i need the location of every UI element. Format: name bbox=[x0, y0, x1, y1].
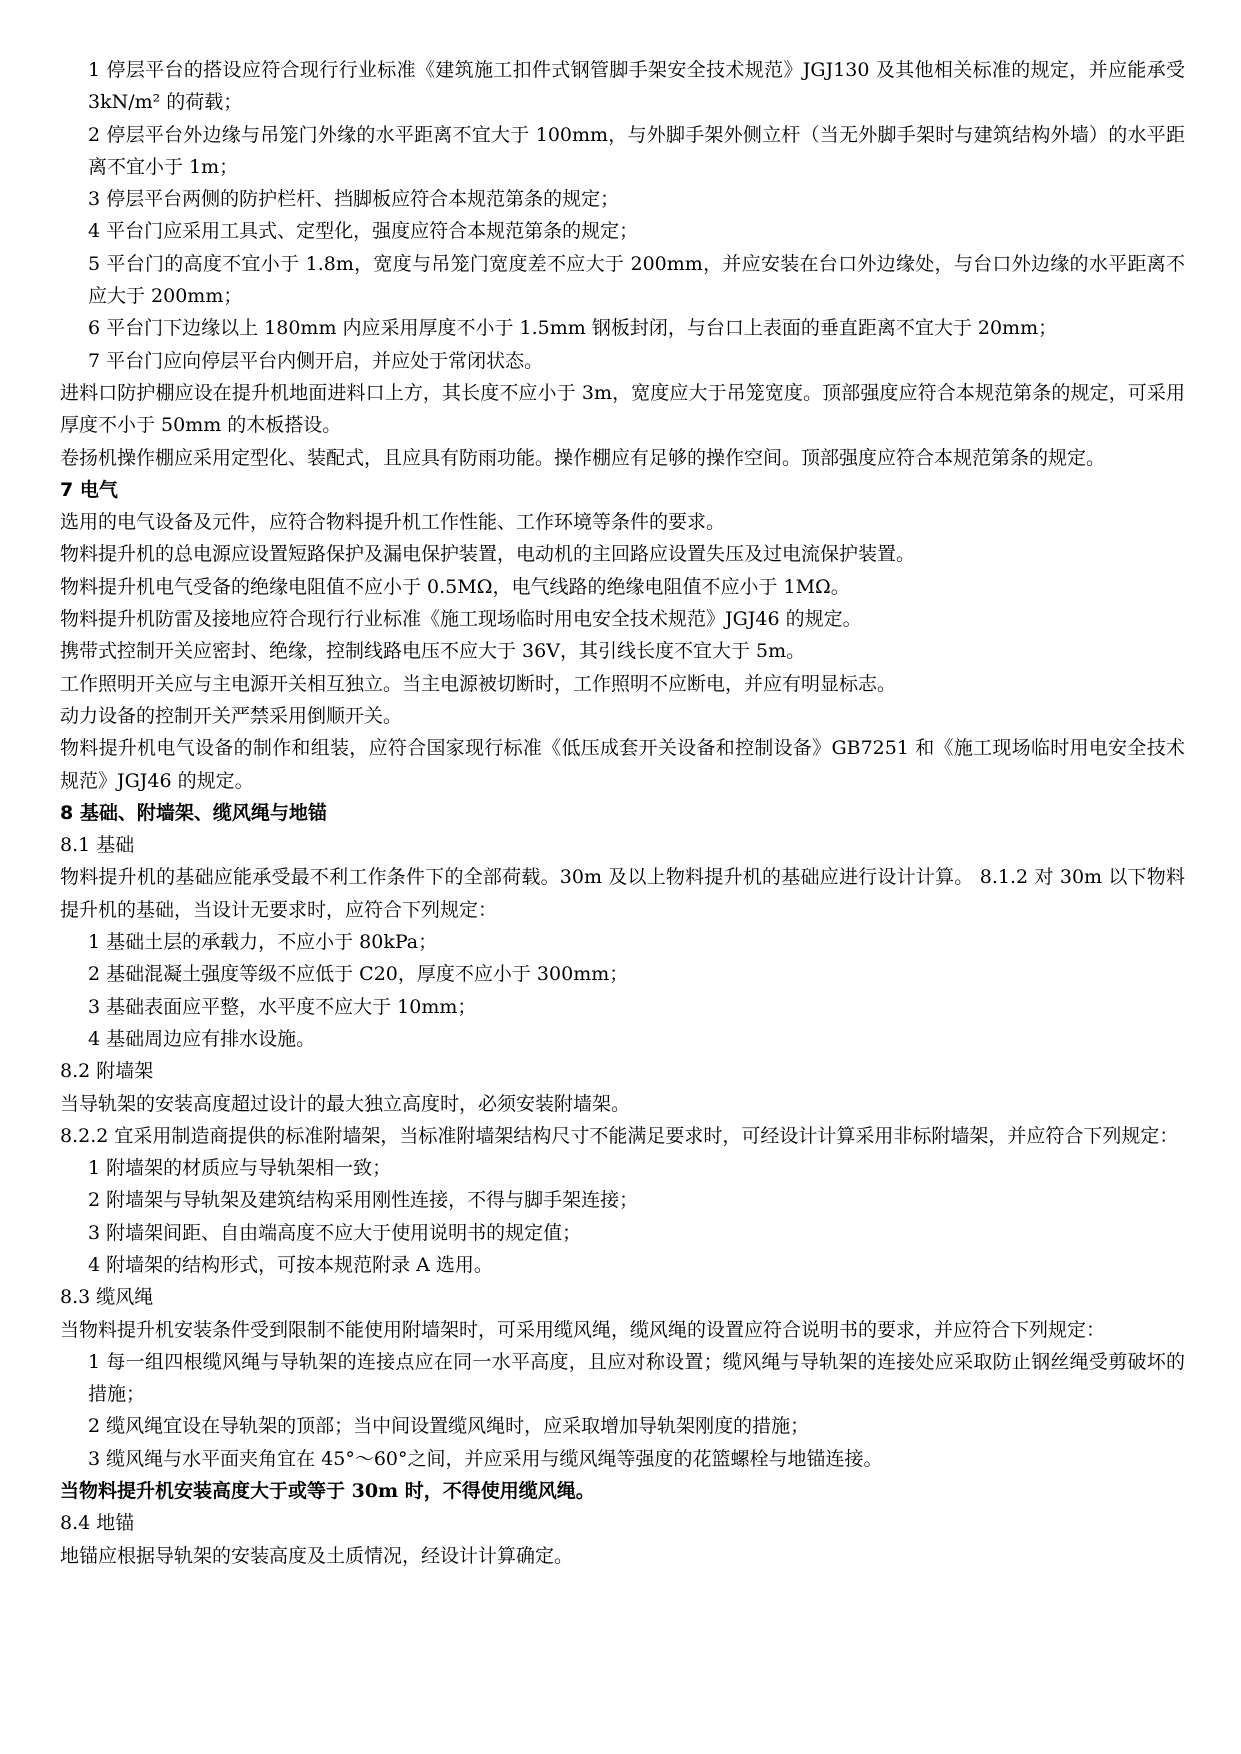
clause-wall-tie-4: 4 附墙架的结构形式，可按本规范附录 A 选用。 bbox=[88, 1253, 493, 1276]
paragraph-electrical-4: 物料提升机防雷及接地应符合现行行业标准《施工现场临时用电安全技术规范》JGJ46 的规定。 bbox=[60, 608, 862, 631]
subsection-heading-8-4: 8.4 地锚 bbox=[60, 1512, 135, 1535]
clause-platform-5: 5 平台门的高度不宜小于 1.8m，宽度与吊笼门宽度差不应大于 200mm，并应安装在台口外边缘处，与台口外边缘的水平距离不应大于 200mm； bbox=[88, 252, 1185, 308]
subsection-heading-8-2: 8.2 附墙架 bbox=[60, 1060, 154, 1083]
section-heading-electrical: 7 电气 bbox=[60, 478, 118, 501]
clause-wall-tie-2: 2 附墙架与导轨架及建筑结构采用刚性连接，不得与脚手架连接； bbox=[88, 1189, 639, 1212]
clause-platform-7: 7 平台门应向停层平台内侧开启，并应处于常闭状态。 bbox=[88, 349, 544, 372]
subsection-heading-8-1: 8.1 基础 bbox=[60, 834, 135, 857]
paragraph-electrical-3: 物料提升机电气受备的绝缘电阻值不应小于 0.5MΩ，电气线路的绝缘电阻值不应小于 1MΩ。 bbox=[60, 575, 850, 598]
clause-platform-4: 4 平台门应采用工具式、定型化，强度应符合本规范第条的规定； bbox=[88, 220, 639, 243]
clause-guy-rope-2: 2 缆风绳宜设在导轨架的顶部；当中间设置缆风绳时，应采取增加导轨架刚度的措施； bbox=[88, 1415, 810, 1438]
paragraph-winch-shed: 卷扬机操作棚应采用定型化、装配式，且应具有防雨功能。操作棚应有足够的操作空间。顶部强度应符合本规范第条的规定。 bbox=[60, 446, 1106, 469]
paragraph-electrical-5: 携带式控制开关应密封、绝缘，控制线路电压不应大于 36V，其引线长度不宜大于 5m。 bbox=[60, 640, 806, 663]
paragraph-wall-tie-2: 8.2.2 宜采用制造商提供的标准附墙架，当标准附墙架结构尺寸不能满足要求时，可经设计计算采用非标附墙架，并应符合下列规定： bbox=[60, 1124, 1179, 1147]
paragraph-ground-anchor: 地锚应根据导轨架的安装高度及土质情况，经设计计算确定。 bbox=[60, 1544, 574, 1567]
clause-platform-3: 3 停层平台两侧的防护栏杆、挡脚板应符合本规范第条的规定； bbox=[88, 188, 620, 211]
clause-platform-2: 2 停层平台外边缘与吊笼门外缘的水平距离不宜大于 100mm，与外脚手架外侧立杆（当无外脚手架时与建筑结构外墙）的水平距离不宜小于 1m； bbox=[88, 123, 1185, 178]
clause-guy-rope-1: 1 每一组四根缆风绳与导轨架的连接点应在同一水平高度，且应对称设置；缆风绳与导轨架的连接处应采取防止钢丝绳受剪破坏的措施； bbox=[88, 1350, 1185, 1406]
paragraph-guy-rope-restriction: 当物料提升机安装高度大于或等于 30m 时，不得使用缆风绳。 bbox=[60, 1480, 595, 1503]
paragraph-electrical-7: 动力设备的控制开关严禁采用倒顺开关。 bbox=[60, 704, 403, 727]
paragraph-electrical-1: 选用的电气设备及元件，应符合物料提升机工作性能、工作环境等条件的要求。 bbox=[60, 511, 726, 534]
paragraph-foundation: 物料提升机的基础应能承受最不利工作条件下的全部荷载。30m 及以上物料提升机的基础应进行设计计算。 8.1.2 对 30m 以下物料提升机的基础，当设计无要求时，应符合下列规定： bbox=[60, 866, 1185, 921]
clause-platform-1: 1 停层平台的搭设应符合现行行业标准《建筑施工扣件式钢管脚手架安全技术规范》JGJ130 及其他相关标准的规定，并应能承受 3kN/m² 的荷载； bbox=[88, 59, 1185, 114]
clause-wall-tie-3: 3 附墙架间距、自由端高度不应大于使用说明书的规定值； bbox=[88, 1221, 582, 1244]
clause-wall-tie-1: 1 附墙架的材质应与导轨架相一致； bbox=[88, 1157, 392, 1180]
document-page bbox=[60, 54, 1185, 1572]
paragraph-wall-tie-1: 当导轨架的安装高度超过设计的最大独立高度时，必须安装附墙架。 bbox=[60, 1092, 631, 1115]
subsection-heading-8-3: 8.3 缆风绳 bbox=[60, 1286, 154, 1309]
paragraph-electrical-2: 物料提升机的总电源应设置短路保护及漏电保护装置，电动机的主回路应设置失压及过电流保护装置。 bbox=[60, 543, 916, 566]
clause-foundation-3: 3 基础表面应平整，水平度不应大于 10mm； bbox=[88, 995, 477, 1018]
section-heading-foundation: 8 基础、附墙架、缆风绳与地锚 bbox=[60, 801, 327, 824]
clause-foundation-2: 2 基础混凝土强度等级不应低于 C20，厚度不应小于 300mm； bbox=[88, 963, 629, 986]
paragraph-electrical-6: 工作照明开关应与主电源开关相互独立。当主电源被切断时，工作照明不应断电，并应有明显标志。 bbox=[60, 672, 897, 695]
clause-foundation-4: 4 基础周边应有排水设施。 bbox=[88, 1027, 316, 1050]
clause-platform-6: 6 平台门下边缘以上 180mm 内应采用厚度不小于 1.5mm 钢板封闭，与台口上表面的垂直距离不宜大于 20mm； bbox=[88, 317, 1058, 340]
clause-guy-rope-3: 3 缆风绳与水平面夹角宜在 45°～60°之间，并应采用与缆风绳等强度的花篮螺栓与地锚连接。 bbox=[88, 1447, 883, 1470]
clause-foundation-1: 1 基础土层的承载力，不应小于 80kPa； bbox=[88, 931, 438, 954]
paragraph-guy-rope: 当物料提升机安装条件受到限制不能使用附墙架时，可采用缆风绳，缆风绳的设置应符合说明书的要求，并应符合下列规定： bbox=[60, 1318, 1106, 1341]
paragraph-feed-shed: 进料口防护棚应设在提升机地面进料口上方，其长度不应小于 3m，宽度应大于吊笼宽度。顶部强度应符合本规范第条的规定，可采用厚度不小于 50mm 的木板搭设。 bbox=[60, 381, 1185, 437]
paragraph-electrical-8: 物料提升机电气设备的制作和组装，应符合国家现行标准《低压成套开关设备和控制设备》GB7251 和《施工现场临时用电安全技术规范》JGJ46 的规定。 bbox=[60, 737, 1185, 792]
